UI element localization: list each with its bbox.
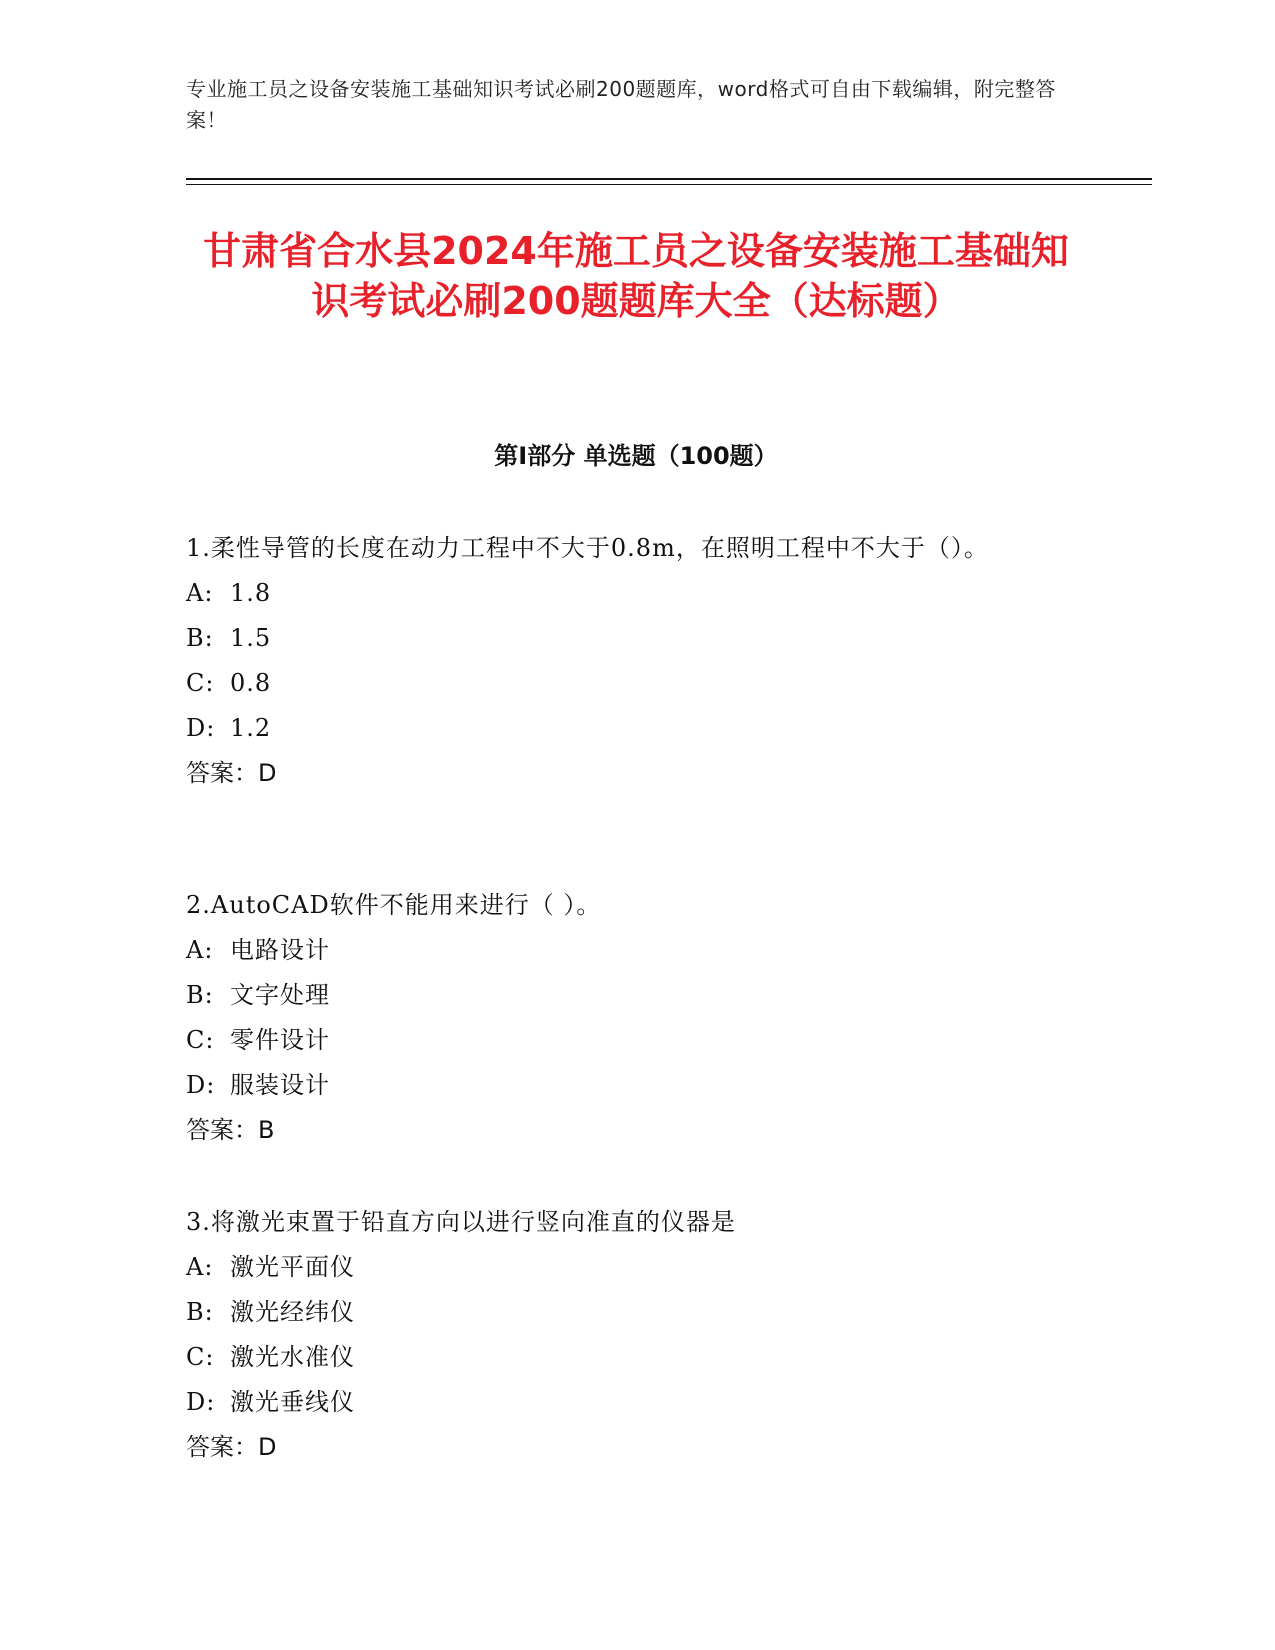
option-d: [186, 1380, 1086, 1425]
option-text: 电路设计: [230, 936, 330, 964]
option-text: 1.5: [230, 624, 272, 652]
option-text: 0.8: [230, 669, 272, 697]
option-text: 服装设计: [230, 1071, 330, 1099]
document-title: 甘肃省合水县2024年施工员之设备安装施工基础知识考试必刷200题题库大全（达标题）: [203, 229, 1069, 323]
option-c: [186, 661, 1086, 706]
option-text: 1.2: [230, 714, 272, 742]
option-text: 激光水准仪: [230, 1343, 355, 1371]
header-note: 专业施工员之设备安装施工基础知识考试必刷200题题库，word格式可自由下载编辑，附完整答案！: [186, 77, 1056, 132]
option-b: [186, 616, 1086, 661]
option-c: [186, 1018, 1086, 1063]
option-key: D:: [186, 714, 216, 742]
option-text: 1.8: [230, 579, 272, 607]
option-d: [186, 1063, 1086, 1108]
header-rule: [186, 178, 1152, 180]
section-title: 第I部分 单选题（100题）: [494, 442, 778, 470]
option-key: C:: [186, 669, 215, 697]
answer: 答案：B: [186, 1116, 275, 1144]
option-key: C:: [186, 1343, 215, 1371]
question-stem: 2.AutoCAD软件不能用来进行（ ）。: [186, 891, 602, 919]
option-key: A:: [186, 936, 214, 964]
option-key: D:: [186, 1388, 216, 1416]
option-d: [186, 706, 1086, 751]
option-a: [186, 571, 1086, 616]
option-key: A:: [186, 579, 214, 607]
question-stem: 1.柔性导管的长度在动力工程中不大于0.8m，在照明工程中不大于（）。: [186, 534, 989, 562]
question-stem: 3.将激光束置于铅直方向以进行竖向准直的仪器是: [186, 1208, 736, 1236]
option-key: D:: [186, 1071, 216, 1099]
option-b: [186, 973, 1086, 1018]
question-2: [186, 882, 1086, 1153]
option-key: B:: [186, 981, 214, 1009]
option-key: B:: [186, 1298, 214, 1326]
option-b: [186, 1290, 1086, 1335]
question-3: [186, 1199, 1086, 1470]
option-a: [186, 1245, 1086, 1290]
answer: 答案：D: [186, 759, 277, 787]
option-text: 文字处理: [230, 981, 330, 1009]
option-text: 激光平面仪: [230, 1253, 355, 1281]
option-text: 零件设计: [230, 1026, 330, 1054]
option-key: A:: [186, 1253, 214, 1281]
option-text: 激光垂线仪: [230, 1388, 355, 1416]
option-a: [186, 928, 1086, 973]
header-rule-thin: [186, 184, 1152, 185]
question-1: [186, 525, 1086, 796]
option-c: [186, 1335, 1086, 1380]
option-key: C:: [186, 1026, 215, 1054]
answer: 答案：D: [186, 1433, 277, 1461]
option-key: B:: [186, 624, 214, 652]
option-text: 激光经纬仪: [230, 1298, 355, 1326]
